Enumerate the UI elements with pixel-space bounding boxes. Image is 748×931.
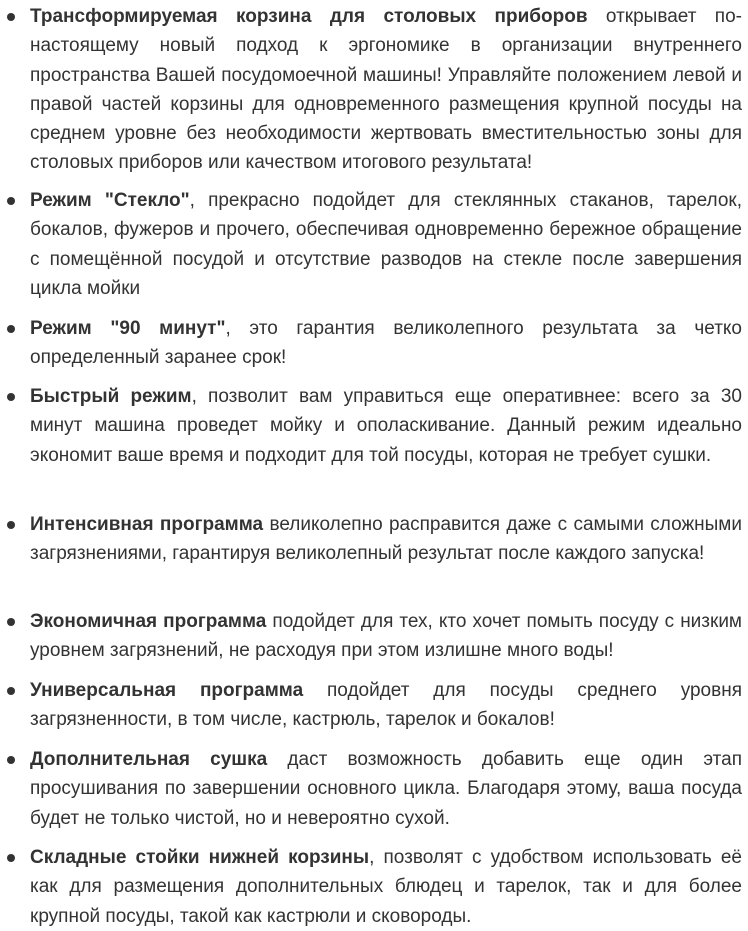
feature-text: великолепно расправится даже с самыми сложными загрязнениями, гарантируя великолепный результат после каждого запуска! [30, 514, 742, 565]
feature-title: Экономичная программа [30, 611, 267, 632]
bullet-icon [7, 13, 15, 21]
bullet-icon [7, 325, 15, 333]
feature-item-quick-mode [30, 382, 742, 470]
feature-item-90-min-mode [30, 314, 742, 373]
bullet-icon [7, 854, 15, 862]
feature-text: , позволят с удобством использовать её как для размещения дополнительных блюдец и тарелок, так и для более крупной посуды, такой как кастрюли и сковороды. [30, 847, 742, 927]
feature-text: открывает по-настоящему новый подход к эргономике в организации внутреннего пространства Вашей посудомоечной машины! Управляйте положением левой и правой частей корзины для одновременного размещения крупной посуды на среднем уровне без необходимости жертвовать вместительностью зоны для столовых приборов или качеством итогового результата! [30, 6, 742, 174]
bullet-icon [7, 393, 15, 401]
feature-text: , это гарантия великолепного результата за четко определенный заранее срок! [30, 318, 742, 369]
feature-text: подойдет для посуды среднего уровня загрязненности, в том числе, кастрюль, тарелок и бокалов! [30, 680, 742, 731]
feature-title: Универсальная программа [30, 680, 304, 701]
feature-title: Режим "Стекло" [30, 190, 190, 211]
feature-text: даст возможность добавить еще один этап просушивания по завершении основного цикла. Благодаря этому, ваша посуда будет не только чистой, но и невероятно сухой. [30, 749, 742, 829]
feature-item-folding-racks [30, 843, 742, 931]
feature-title: Быстрый режим [30, 386, 192, 407]
feature-text: , позволит вам управиться еще оперативнее: всего за 30 минут машина проведет мойку и ополаскивание. Данный режим идеально экономит ваше время и подходит для той посуды, которая не требует сушки. [30, 386, 742, 466]
feature-text: подойдет для тех, кто хочет помыть посуду с низким уровнем загрязнений, не расходуя при этом излишне много воды! [30, 611, 742, 662]
feature-item-extra-dry [30, 745, 742, 833]
feature-title: Трансформируемая корзина для столовых приборов [30, 6, 588, 27]
bullet-icon [7, 521, 15, 529]
feature-title: Дополнительная сушка [30, 749, 268, 770]
feature-item-cutlery-basket [30, 2, 742, 178]
feature-text: , прекрасно подойдет для стеклянных стаканов, тарелок, бокалов, фужеров и прочего, обеспечивая одновременно бережное обращение с помещённой посудой и отсутствие разводов на стекле после завершения цикла мойки [30, 190, 743, 299]
feature-item-glass-mode [30, 186, 742, 303]
bullet-icon [7, 197, 15, 205]
feature-item-universal-program [30, 676, 742, 735]
feature-title: Складные стойки нижней корзины [30, 847, 370, 868]
feature-item-intensive-program [30, 510, 742, 569]
feature-item-eco-program [30, 607, 742, 666]
bullet-icon [7, 618, 15, 626]
bullet-icon [7, 756, 15, 764]
feature-title: Интенсивная программа [30, 514, 264, 535]
bullet-icon [7, 687, 15, 695]
feature-title: Режим "90 минут" [30, 318, 226, 339]
